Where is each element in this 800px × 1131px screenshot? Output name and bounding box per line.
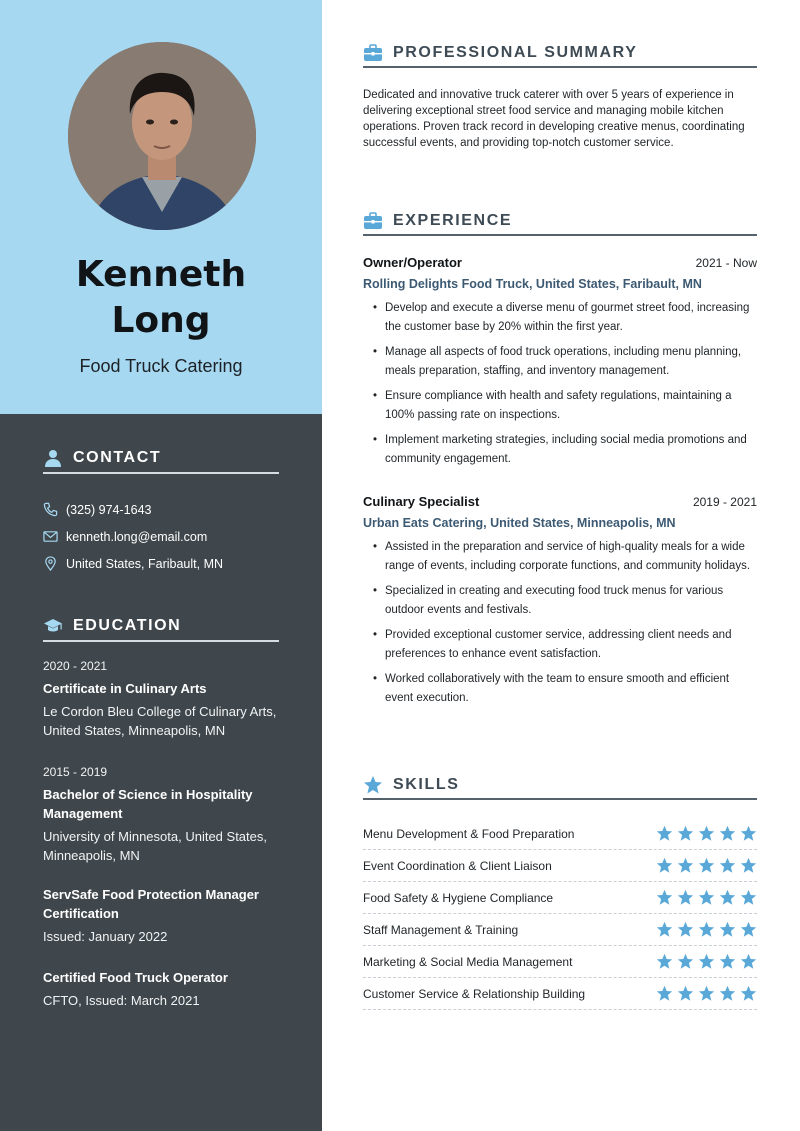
job-culinary-specialist xyxy=(363,494,757,714)
skill-row xyxy=(363,978,757,1010)
job-bullets xyxy=(363,538,757,708)
profile-photo-illustration xyxy=(68,42,256,230)
contact-email[interactable] xyxy=(43,529,207,544)
skill-rating xyxy=(656,921,757,938)
job-dates: 2021 - Now xyxy=(695,256,757,270)
job-company: Rolling Delights Food Truck, United States, Faribault, MN xyxy=(363,277,702,291)
job-bullet: • Develop and execute a diverse menu of gourmet street food, increasing the customer base by 20% within the first year. xyxy=(363,299,757,337)
contact-location-text: United States, Faribault, MN xyxy=(66,556,224,571)
skill-name: Marketing & Social Media Management xyxy=(363,954,573,969)
rating-star-icon xyxy=(740,889,757,906)
briefcase-icon xyxy=(363,43,383,63)
rating-star-icon xyxy=(698,889,715,906)
rating-star-icon xyxy=(656,953,673,970)
education-title: EDUCATION xyxy=(73,617,182,634)
skill-name: Food Safety & Hygiene Compliance xyxy=(363,890,554,905)
summary-text: Dedicated and innovative truck caterer with over 5 years of experience in delivering exceptional street food service and managing mobile kitchen operations. Proven track record in developing creative menus, coordinating successful events, and providing top-notch customer service. xyxy=(363,89,745,149)
graduation-cap-icon xyxy=(43,616,63,636)
job-bullets xyxy=(363,299,757,469)
rating-star-icon xyxy=(677,921,694,938)
education-school: University of Minnesota, United States, Minneapolis, MN xyxy=(43,829,267,863)
education-heading xyxy=(43,612,279,642)
rating-star-icon xyxy=(656,985,673,1002)
skill-rating xyxy=(656,857,757,874)
certification-name: ServSafe Food Protection Manager Certification xyxy=(43,887,259,921)
rating-star-icon xyxy=(719,953,736,970)
candidate-role: Food Truck Catering xyxy=(79,356,243,376)
skills-heading xyxy=(363,772,757,800)
contact-heading xyxy=(43,444,279,474)
rating-star-icon xyxy=(698,825,715,842)
experience-heading xyxy=(363,208,757,236)
skill-row xyxy=(363,818,757,850)
skill-row xyxy=(363,914,757,946)
candidate-last-name: Long xyxy=(111,300,211,341)
job-bullet: • Provided exceptional customer service, addressing client needs and preferences to enhance event satisfaction. xyxy=(363,626,757,664)
rating-star-icon xyxy=(677,985,694,1002)
skill-name: Menu Development & Food Preparation xyxy=(363,826,575,841)
rating-star-icon xyxy=(677,825,694,842)
skill-rating xyxy=(656,985,757,1002)
rating-star-icon xyxy=(719,985,736,1002)
rating-star-icon xyxy=(698,953,715,970)
contact-title: CONTACT xyxy=(73,449,162,466)
contact-location xyxy=(43,556,223,571)
phone-icon xyxy=(43,502,58,517)
candidate-name xyxy=(0,252,322,344)
skill-name: Customer Service & Relationship Building xyxy=(363,986,586,1001)
summary-title: PROFESSIONAL SUMMARY xyxy=(393,44,638,61)
contact-phone[interactable] xyxy=(43,502,151,517)
job-owner-operator xyxy=(363,255,757,475)
skill-row xyxy=(363,882,757,914)
rating-star-icon xyxy=(677,857,694,874)
job-bullet: • Worked collaboratively with the team to ensure smooth and efficient event execution. xyxy=(363,670,757,708)
skill-name: Staff Management & Training xyxy=(363,922,519,937)
education-years: 2020 - 2021 xyxy=(43,659,108,673)
rating-star-icon xyxy=(740,921,757,938)
contact-email-text: kenneth.long@email.com xyxy=(66,529,208,544)
person-icon xyxy=(43,448,63,468)
rating-star-icon xyxy=(740,825,757,842)
education-school: Le Cordon Bleu College of Culinary Arts, United States, Minneapolis, MN xyxy=(43,704,277,738)
certification-issued: CFTO, Issued: March 2021 xyxy=(43,993,200,1008)
rating-star-icon xyxy=(656,889,673,906)
skills-title: SKILLS xyxy=(393,776,460,793)
certification-issued: Issued: January 2022 xyxy=(43,929,168,944)
skill-rating xyxy=(656,889,757,906)
rating-star-icon xyxy=(656,825,673,842)
rating-star-icon xyxy=(677,889,694,906)
skill-row xyxy=(363,850,757,882)
experience-title: EXPERIENCE xyxy=(393,212,513,229)
skill-rating xyxy=(656,825,757,842)
certification-item-servsafe xyxy=(43,885,288,946)
education-degree: Bachelor of Science in Hospitality Management xyxy=(43,787,253,821)
summary-heading xyxy=(363,40,757,68)
rating-star-icon xyxy=(698,921,715,938)
rating-star-icon xyxy=(740,985,757,1002)
location-pin-icon xyxy=(43,556,58,571)
education-years: 2015 - 2019 xyxy=(43,765,108,779)
rating-star-icon xyxy=(740,857,757,874)
briefcase-icon xyxy=(363,211,383,231)
rating-star-icon xyxy=(719,825,736,842)
rating-star-icon xyxy=(698,985,715,1002)
rating-star-icon xyxy=(656,921,673,938)
job-company: Urban Eats Catering, United States, Minneapolis, MN xyxy=(363,516,676,530)
rating-star-icon xyxy=(677,953,694,970)
certification-name: Certified Food Truck Operator xyxy=(43,970,228,985)
rating-star-icon xyxy=(719,889,736,906)
mail-icon xyxy=(43,529,58,544)
job-title: Owner/Operator xyxy=(363,255,462,270)
contact-phone-text: (325) 974-1643 xyxy=(66,502,152,517)
certification-item-food-truck xyxy=(43,968,288,1010)
rating-star-icon xyxy=(656,857,673,874)
education-item-hospitality xyxy=(43,765,288,865)
job-bullet: • Manage all aspects of food truck operations, including menu planning, meals preparation, staffing, and inventory management. xyxy=(363,343,757,381)
star-icon xyxy=(363,775,383,795)
rating-star-icon xyxy=(719,921,736,938)
job-bullet: • Ensure compliance with health and safety regulations, maintaining a 100% passing rate on inspections. xyxy=(363,387,757,425)
skill-row xyxy=(363,946,757,978)
skill-name: Event Coordination & Client Liaison xyxy=(363,858,552,873)
job-title: Culinary Specialist xyxy=(363,494,480,509)
rating-star-icon xyxy=(740,953,757,970)
rating-star-icon xyxy=(719,857,736,874)
skill-rating xyxy=(656,953,757,970)
education-degree: Certificate in Culinary Arts xyxy=(43,681,207,696)
job-bullet: • Implement marketing strategies, including social media promotions and community engagement. xyxy=(363,431,757,469)
candidate-first-name: Kenneth xyxy=(75,254,247,295)
job-dates: 2019 - 2021 xyxy=(692,495,757,509)
job-bullet: • Assisted in the preparation and service of high-quality meals for a wide range of events, including corporate functions, and community holidays. xyxy=(363,538,757,576)
job-bullet: • Specialized in creating and executing food truck menus for various outdoor events and festivals. xyxy=(363,582,757,620)
profile-photo xyxy=(68,42,256,230)
rating-star-icon xyxy=(698,857,715,874)
education-item-culinary-arts xyxy=(43,659,288,740)
